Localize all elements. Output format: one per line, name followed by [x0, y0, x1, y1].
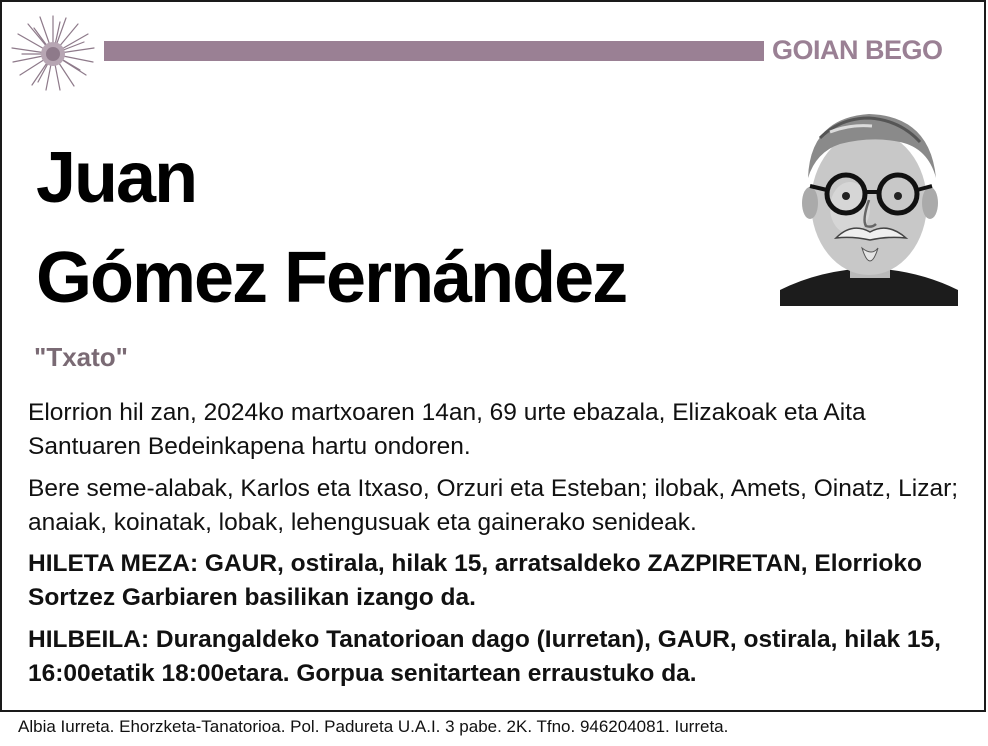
portrait-photo: [780, 98, 958, 306]
wake-paragraph: HILBEILA: Durangaldeko Tanatorioan dago (Iurretan), GAUR, ostirala, hilak 15, 16:00etatik 18:00etara. Gorpua senitartean erraustuko da.: [28, 626, 941, 687]
family-paragraph: Bere seme-alabak, Karlos eta Itxaso, Orzuri eta Esteban; ilobak, Amets, Oinatz, Lizar; anaiak, koinatak, lobak, lehengusuak eta gainerako senideak.: [28, 475, 959, 536]
first-name: Juan: [36, 138, 197, 218]
nickname: "Txato": [34, 342, 128, 372]
header-bar: [104, 41, 764, 61]
surnames: Gómez Fernández: [36, 238, 627, 318]
death-notice-paragraph: Elorrion hil zan, 2024ko martxoaren 14an, 69 urte ebazala, Elizakoak eta Aita Santuaren Bedeinkapena hartu ondoren.: [28, 399, 866, 460]
funeral-home-footer: Albia Iurreta. Ehorzketa-Tanatorioa. Pol. Padureta U.A.I. 3 pabe. 2K. Tfno. 946204081. Iurreta.: [18, 717, 729, 736]
thistle-flower-icon: [8, 12, 98, 92]
funeral-mass-paragraph: HILETA MEZA: GAUR, ostirala, hilak 15, arratsaldeko ZAZPIRETAN, Elorrioko Sortzez Garbiaren basilikan izango da.: [28, 550, 922, 611]
section-label: GOIAN BEGO: [772, 35, 943, 65]
